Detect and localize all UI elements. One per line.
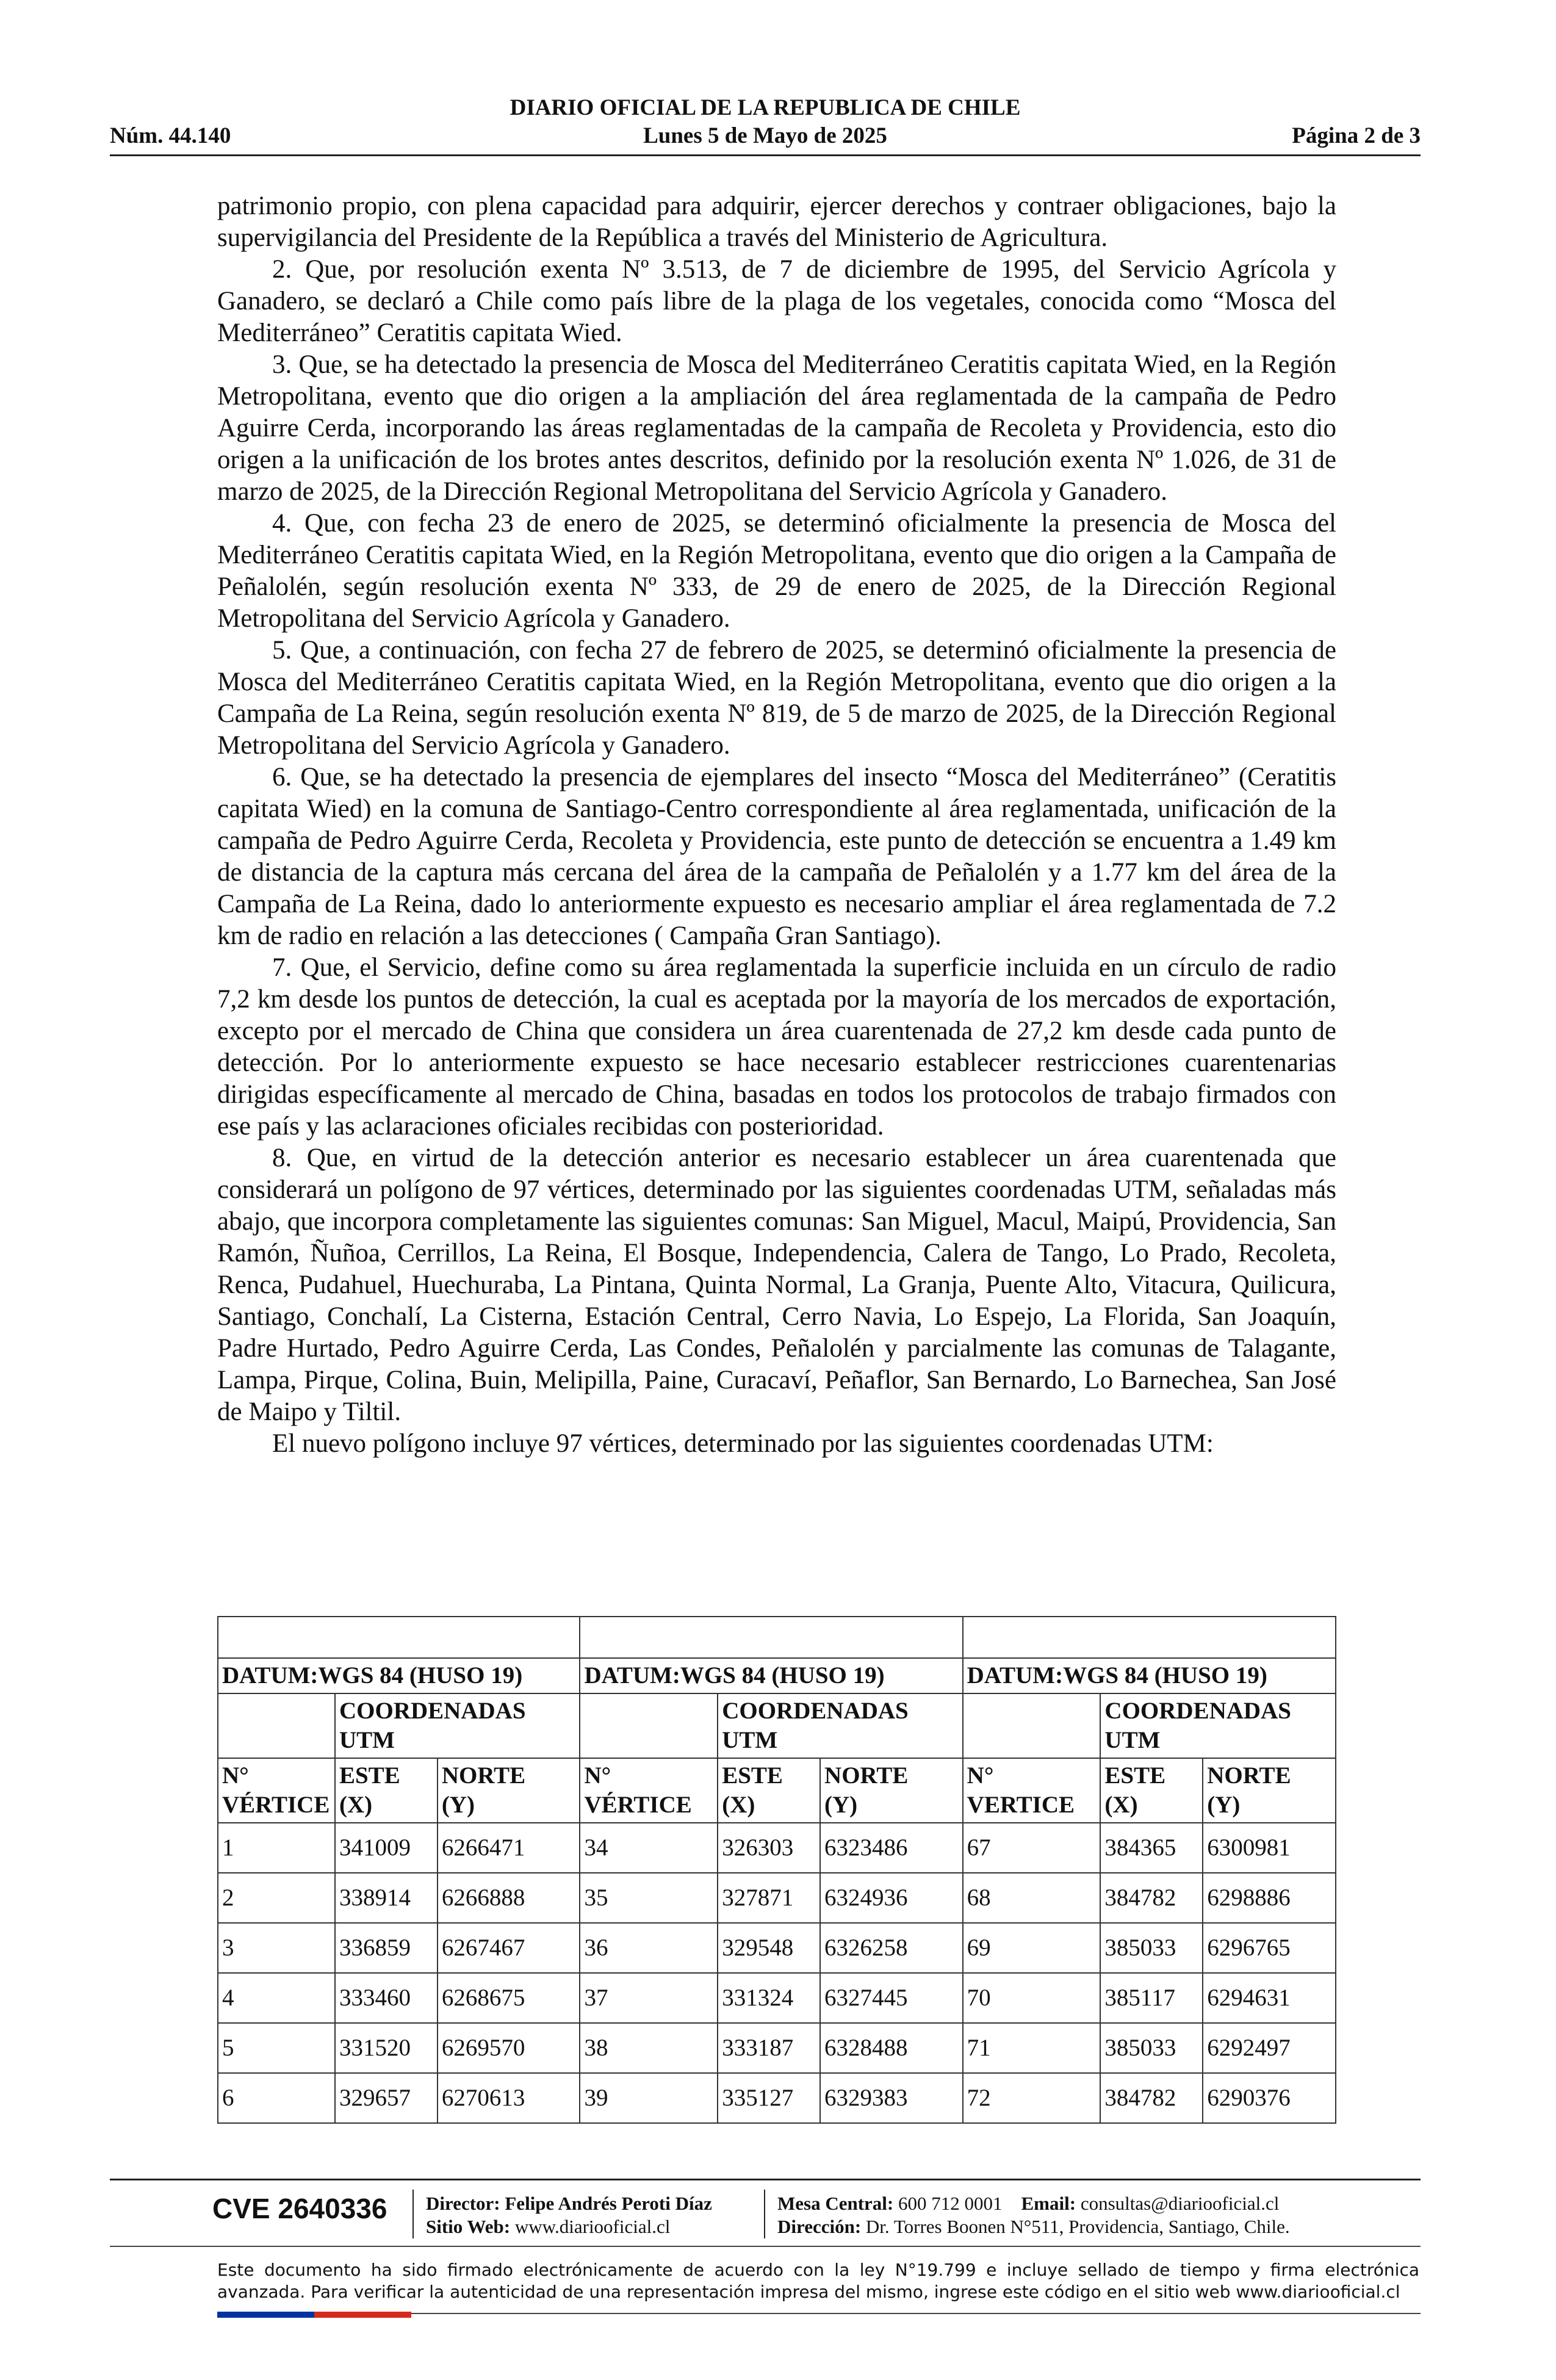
table-cell: 3 (218, 1923, 335, 1973)
table-cell: 6267467 (438, 1923, 580, 1973)
gazette-title: DIARIO OFICIAL DE LA REPUBLICA DE CHILE (510, 95, 1021, 120)
table-cell: 331520 (335, 2023, 438, 2073)
issue-number: Núm. 44.140 (110, 123, 231, 148)
este-header (335, 1758, 438, 1823)
page-header (110, 95, 1421, 156)
datum-label: DATUM:WGS 84 (HUSO 19) (218, 1658, 580, 1693)
norte-header (820, 1758, 963, 1823)
table-cell: 6266471 (438, 1823, 580, 1873)
table-row (218, 2073, 1336, 2123)
table-cell: 6328488 (820, 2023, 963, 2073)
table-cell: 38 (580, 2023, 718, 2073)
email-link[interactable]: consultas@diariooficial.cl (1080, 2193, 1280, 2214)
n-label: N° (584, 1762, 611, 1789)
table-cell: 331324 (718, 1973, 820, 2023)
email-label: Email: (1021, 2193, 1076, 2214)
table-cell: 384365 (1100, 1823, 1203, 1873)
cve-code: CVE 2640336 (212, 2193, 387, 2224)
table-cell: 326303 (718, 1823, 820, 1873)
chile-flag-stripe (217, 2312, 411, 2318)
table-cell: 6 (218, 2073, 335, 2123)
table-cell: 36 (580, 1923, 718, 1973)
norte-y-label: (Y) (824, 1792, 858, 1818)
footer-director-block (426, 2192, 712, 2238)
table-cell: 333187 (718, 2023, 820, 2073)
datum-label: DATUM:WGS 84 (HUSO 19) (963, 1658, 1336, 1693)
table-cell: 6292497 (1203, 2023, 1336, 2073)
table-cell: 6268675 (438, 1973, 580, 2023)
table-row (218, 1873, 1336, 1923)
address-label: Dirección: (777, 2216, 862, 2237)
norte-header (1203, 1758, 1336, 1823)
table-cell: 6327445 (820, 1973, 963, 2023)
address-text: Dr. Torres Boonen N°511, Providencia, Santiago, Chile. (865, 2216, 1290, 2237)
n-label: N° (967, 1762, 994, 1789)
table-cell: 6269570 (438, 2023, 580, 2073)
table-cell: 68 (963, 1873, 1101, 1923)
paragraph-continuation: patrimonio propio, con plena capacidad para adquirir, ejercer derechos y contraer obligaciones, bajo la supervigilancia del Presidente de la República a través del Ministerio de Agricultura. (217, 192, 1336, 252)
table-cell: 71 (963, 2023, 1101, 2073)
mesa-label: Mesa Central: (777, 2193, 894, 2214)
paragraph-2: 2. Que, por resolución exenta Nº 3.513, de 7 de diciembre de 1995, del Servicio Agrícola y Ganadero, se declaró a Chile como país libre de la plaga de los vegetales, conocida como “Mosca del Mediterráneo” Ceratitis capitata Wied. (217, 255, 1336, 347)
paragraph-6: 6. Que, se ha detectado la presencia de ejemplares del insecto “Mosca del Mediterráneo” (Ceratitis capitata Wied) en la comuna de Santiago-Centro correspondiente al área reglamentada, unificación de la campaña de Pedro Aguirre Cerda, Recoleta y Providencia, este punto de detección se encuentra a 1.49 km de distancia de la captura más cercana del área de la campaña de Peñalolén y a 1.77 km del área de la Campaña de La Reina, dado lo anteriormente expuesto es necesario ampliar el área reglamentada de 7.2 km de radio en relación a las detecciones ( Campaña Gran Santiago). (217, 763, 1336, 950)
paragraph-3: 3. Que, se ha detectado la presencia de Mosca del Mediterráneo Ceratitis capitata Wied, en la Región Metropolitana, evento que dio origen a la ampliación del área reglamentada de la campaña de Pedro Aguirre Cerda, incorporando las áreas reglamentadas de la campaña de Recoleta y Providencia, esto dio origen a la unificación de los brotes antes descritos, definido por la resolución exenta Nº 1.026, de 31 de marzo de 2025, de la Dirección Regional Metropolitana del Servicio Agrícola y Ganadero. (217, 350, 1336, 506)
paragraph-polygon-intro: El nuevo polígono incluye 97 vértices, determinado por las siguientes coordenadas UTM: (272, 1429, 1214, 1458)
este-label: ESTE (339, 1762, 400, 1789)
este-label: ESTE (722, 1762, 783, 1789)
norte-header (438, 1758, 580, 1823)
table-row (218, 2023, 1336, 2073)
este-x-label: (X) (1104, 1792, 1138, 1818)
este-x-label: (X) (722, 1792, 755, 1818)
table-cell: 6296765 (1203, 1923, 1336, 1973)
vertice-label: VÉRTICE (584, 1792, 692, 1818)
footer-divider (110, 2179, 1421, 2180)
table-cell: 6298886 (1203, 1873, 1336, 1923)
table-cell: 6270613 (438, 2073, 580, 2123)
table-cell: 336859 (335, 1923, 438, 1973)
table-cell: 384782 (1100, 2073, 1203, 2123)
paragraph-5: 5. Que, a continuación, con fecha 27 de febrero de 2025, se determinó oficialmente la presencia de Mosca del Mediterráneo Ceratitis capitata Wied, en la Región Metropolitana, evento que dio origen a la Campaña de La Reina, según resolución exenta Nº 819, de 5 de marzo de 2025, de la Dirección Regional Metropolitana del Servicio Agrícola y Ganadero. (217, 636, 1336, 760)
table-cell: 34 (580, 1823, 718, 1873)
footer-bottom-rule (411, 2313, 1421, 2314)
paragraph-8: 8. Que, en virtud de la detección anterior es necesario establecer un área cuarentenada que considerará un polígono de 97 vértices, determinado por las siguientes coordenadas UTM, señaladas más abajo, que incorpora completamente las siguientes comunas: San Miguel, Macul, Maipú, Providencia, San Ramón, Ñuñoa, Cerrillos, La Reina, El Bosque, Independencia, Calera de Tango, Lo Prado, Recoleta, Renca, Pudahuel, Huechuraba, La Pintana, Quinta Normal, La Granja, Puente Alto, Vitacura, Quilicura, Santiago, Conchalí, La Cisterna, Estación Central, Cerro Navia, Lo Espejo, La Florida, San Joaquín, Padre Hurtado, Pedro Aguirre Cerda, Las Condes, Peñalolén y parcialmente las comunas de Talagante, Lampa, Pirque, Colina, Buin, Melipilla, Paine, Curacaví, Peñaflor, San Bernardo, Lo Barnechea, San José de Maipo y Tiltil. (217, 1144, 1336, 1426)
table-cell: 6290376 (1203, 2073, 1336, 2123)
datum-label: DATUM:WGS 84 (HUSO 19) (580, 1658, 962, 1693)
paragraph-7: 7. Que, el Servicio, define como su área reglamentada la superficie incluida en un círculo de radio 7,2 km desde los puntos de detección, la cual es aceptada por la mayoría de los mercados de exportación, excepto por el mercado de China que considera un área cuarentenada de 27,2 km desde cada punto de detección. Por lo anteriormente expuesto se hace necesario establecer restricciones cuarentenarias dirigidas específicamente al mercado de China, basadas en todos los protocolos de trabajo firmados con ese país y las aclaraciones oficiales recibidas con posterioridad. (217, 953, 1336, 1141)
table-cell: 6294631 (1203, 1973, 1336, 2023)
flag-red-segment (314, 2312, 411, 2318)
datum-row (218, 1658, 1336, 1693)
footer-separator (412, 2190, 414, 2238)
table-cell: 327871 (718, 1873, 820, 1923)
table-cell: 69 (963, 1923, 1101, 1973)
table-cell: 35 (580, 1873, 718, 1923)
norte-y-label: (Y) (1207, 1792, 1241, 1818)
coords-label: COORDENADAS UTM (1100, 1693, 1336, 1758)
table-cell: 2 (218, 1873, 335, 1923)
table-cell: 6329383 (820, 2073, 963, 2123)
table-cell: 72 (963, 2073, 1101, 2123)
vertice-label: VÉRTICE (222, 1792, 330, 1818)
vertex-header (218, 1758, 335, 1823)
column-header-row (218, 1758, 1336, 1823)
table-cell: 385033 (1100, 2023, 1203, 2073)
flag-blue-segment (217, 2312, 314, 2318)
vertex-header (580, 1758, 718, 1823)
table-cell: 5 (218, 2023, 335, 2073)
footer-divider (110, 2246, 1421, 2247)
vertex-header (963, 1758, 1101, 1823)
table-cell: 6300981 (1203, 1823, 1336, 1873)
header-divider (110, 154, 1421, 156)
table-cell: 6324936 (820, 1873, 963, 1923)
paragraph-4: 4. Que, con fecha 23 de enero de 2025, se determinó oficialmente la presencia de Mosca del Mediterráneo Ceratitis capitata Wied, en la Región Metropolitana, evento que dio origen a la Campaña de Peñalolén, según resolución exenta Nº 333, de 29 de enero de 2025, de la Dirección Regional Metropolitana del Servicio Agrícola y Ganadero. (217, 509, 1336, 633)
mesa-phone: 600 712 0001 (898, 2193, 1003, 2214)
este-header (1100, 1758, 1203, 1823)
director-label: Director: (426, 2193, 500, 2214)
coords-label: COORDENADAS UTM (335, 1693, 580, 1758)
table-cell: 329548 (718, 1923, 820, 1973)
table-cell: 385117 (1100, 1973, 1203, 2023)
table-cell: 37 (580, 1973, 718, 2023)
este-x-label: (X) (339, 1792, 373, 1818)
page-indicator: Página 2 de 3 (1292, 123, 1421, 148)
table-cell: 335127 (718, 2073, 820, 2123)
table-cell: 338914 (335, 1873, 438, 1923)
table-cell: 39 (580, 2073, 718, 2123)
norte-label: NORTE (1207, 1762, 1291, 1789)
table-cell: 384782 (1100, 1873, 1203, 1923)
este-header (718, 1758, 820, 1823)
utm-coordinates-table (217, 1616, 1336, 2124)
table-row (218, 1823, 1336, 1873)
table-cell: 385033 (1100, 1923, 1203, 1973)
table-cell: 67 (963, 1823, 1101, 1873)
table-cell: 4 (218, 1973, 335, 2023)
table-cell: 1 (218, 1823, 335, 1873)
page-footer (110, 2179, 1421, 2380)
website-link[interactable]: www.diariooficial.cl (514, 2216, 671, 2237)
table-cell: 6326258 (820, 1923, 963, 1973)
table-blank-row (218, 1617, 1336, 1658)
document-body (217, 190, 1336, 1460)
issue-date: Lunes 5 de Mayo de 2025 (643, 123, 887, 148)
norte-y-label: (Y) (441, 1792, 475, 1818)
table-cell: 6323486 (820, 1823, 963, 1873)
table-cell: 6266888 (438, 1873, 580, 1923)
table-row (218, 1973, 1336, 2023)
norte-label: NORTE (824, 1762, 909, 1789)
n-label: N° (222, 1762, 249, 1789)
table-cell: 341009 (335, 1823, 438, 1873)
norte-label: NORTE (441, 1762, 526, 1789)
director-name: Felipe Andrés Peroti Díaz (505, 2193, 712, 2214)
table-cell: 333460 (335, 1973, 438, 2023)
table-cell: 70 (963, 1973, 1101, 2023)
footer-separator (764, 2190, 765, 2238)
coords-header-row (218, 1693, 1336, 1758)
footer-contact-block (777, 2192, 1290, 2238)
vertice-label: VERTICE (967, 1792, 1075, 1818)
table-row (218, 1923, 1336, 1973)
este-label: ESTE (1104, 1762, 1166, 1789)
web-label: Sitio Web: (426, 2216, 511, 2237)
legal-notice: Este documento ha sido firmado electrónicamente de acuerdo con la ley N°19.799 e incluye sellado de tiempo y firma electrónica avanzada. Para verificar la autenticidad de una representación impresa del mismo, ingrese este código en el sitio web www.diariooficial.cl (217, 2260, 1419, 2302)
coords-label: COORDENADAS UTM (718, 1693, 962, 1758)
table-cell: 329657 (335, 2073, 438, 2123)
